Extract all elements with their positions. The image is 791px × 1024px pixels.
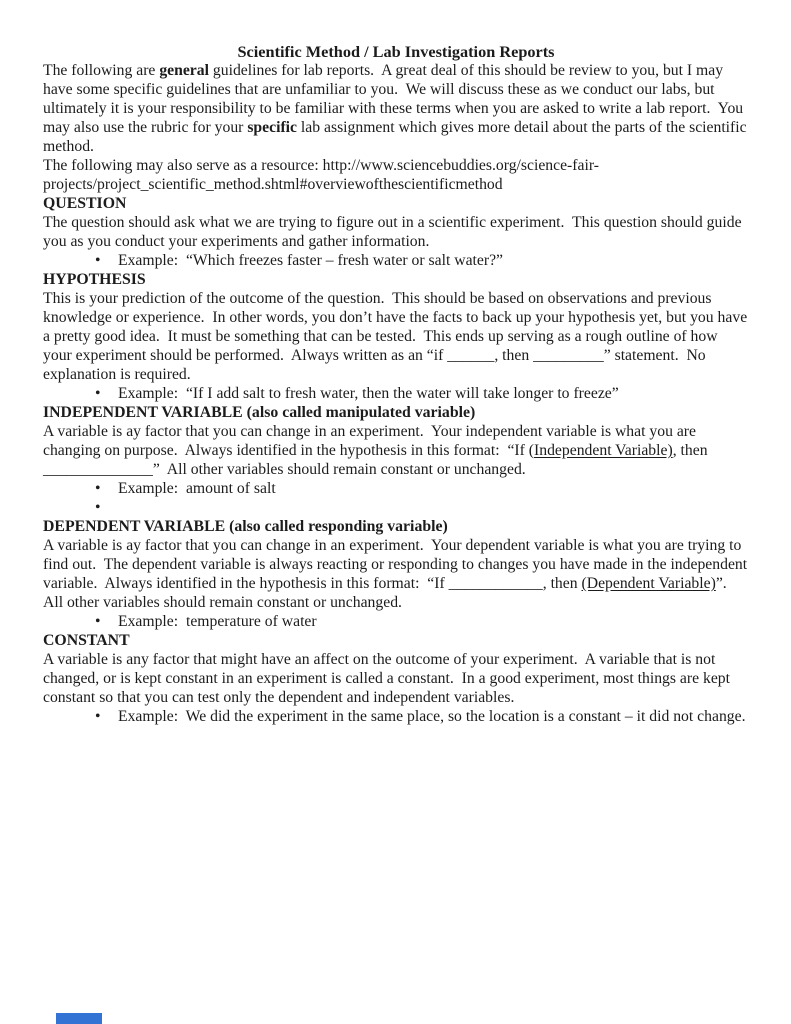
question-body: The question should ask what we are trying to figure out in a scientific experiment. This question should guide you as you conduct your experiments and gather information. (43, 214, 746, 250)
independent-example-bullet (43, 479, 749, 498)
hypothesis-heading: HYPOTHESIS (43, 271, 146, 288)
independent-body-text-2: , then ______________” All other variables should remain constant or unchanged. (43, 442, 712, 478)
question-example-bullet (43, 251, 749, 270)
section-question (43, 194, 749, 270)
document-title: Scientific Method / Lab Investigation Reports (237, 42, 555, 61)
intro-bold-specific: specific (247, 119, 297, 136)
dependent-example-bullet (43, 612, 749, 631)
question-example-text: • Example: “Which freezes faster – fresh water or salt water?” (118, 252, 504, 269)
constant-example-text: • Example: We did the experiment in the same place, so the location is a constant – it did not change. (118, 708, 746, 725)
intro-text-2: guidelines for lab reports. A great deal of this should be review to you, but I may have some specific guidelines that are unfamiliar to you. We will discuss these as we conduct our labs, but ultimately it is your responsibility to be familiar with these terms when you are asked to write a lab report. You may also use the rubric for your (43, 62, 748, 136)
constant-heading: CONSTANT (43, 632, 130, 649)
independent-empty-bullet-text (118, 498, 749, 517)
intro-text-1: The following are (43, 62, 160, 79)
constant-body: A variable is any factor that might have an affect on the outcome of your experiment. A variable that is not changed, or is kept constant in an experiment is called a constant. In a good experiment, most things are kept constant so that you can test only the dependent and independent variables. (43, 651, 734, 706)
dependent-variable-heading: DEPENDENT VARIABLE (also called responding variable) (43, 518, 448, 535)
document-page (43, 42, 752, 726)
independent-variable-heading: INDEPENDENT VARIABLE (also called manipulated variable) (43, 404, 476, 421)
section-dependent-variable (43, 517, 752, 631)
resource-paragraph: The following may also serve as a resource: http://www.sciencebuddies.org/science-fair-projects/project_scientific_method.shtml#overviewofthescientificmethod (43, 157, 599, 193)
page-bottom-blue-fragment (56, 1013, 102, 1024)
independent-empty-bullet (43, 498, 749, 517)
hypothesis-body: This is your prediction of the outcome of the question. This should be based on observations and previous knowledge or experience. In other words, you don’t have the facts to back up your hypothesis yet, but you have a pretty good idea. It must be something that can be tested. This ends up serving as a rough outline of how your experiment should be performed. Always written as an “if ______, then _________” statement. No explanation is required. (43, 290, 752, 383)
dependent-body-text-2: ”. All other variables should remain constant or unchanged. (43, 575, 734, 611)
intro-text-3: lab assignment which gives more detail about the parts of the scientific method. (43, 119, 751, 155)
independent-variable-body (43, 422, 749, 479)
section-independent-variable (43, 403, 749, 517)
question-heading: QUESTION (43, 195, 127, 212)
hypothesis-example-bullet (43, 384, 749, 403)
independent-body-text-1: A variable is ay factor that you can change in an experiment. Your independent variable is what you are changing on purpose. Always identified in the hypothesis in this format: “If ( (43, 423, 700, 459)
independent-example-text: • Example: amount of salt (118, 480, 276, 497)
intro-paragraph (43, 61, 749, 156)
dependent-variable-underlined: (Dependent Variable) (581, 575, 716, 592)
dependent-body-text-1: A variable is ay factor that you can change in an experiment. Your dependent variable is what you are trying to find out. The dependent variable is always reacting or responding to changes you have made in the independent variable. Always identified in the hypothesis in this format: “If ____________, then (43, 537, 752, 592)
dependent-variable-body (43, 536, 752, 612)
constant-example-bullet (43, 707, 749, 726)
section-hypothesis (43, 270, 752, 403)
hypothesis-example-text: • Example: “If I add salt to fresh water, then the water will take longer to freeze” (118, 385, 619, 402)
intro-bold-general: general (159, 62, 209, 79)
section-constant (43, 631, 749, 726)
independent-variable-underlined: Independent Variable) (534, 442, 673, 459)
dependent-example-text: • Example: temperature of water (118, 613, 317, 630)
